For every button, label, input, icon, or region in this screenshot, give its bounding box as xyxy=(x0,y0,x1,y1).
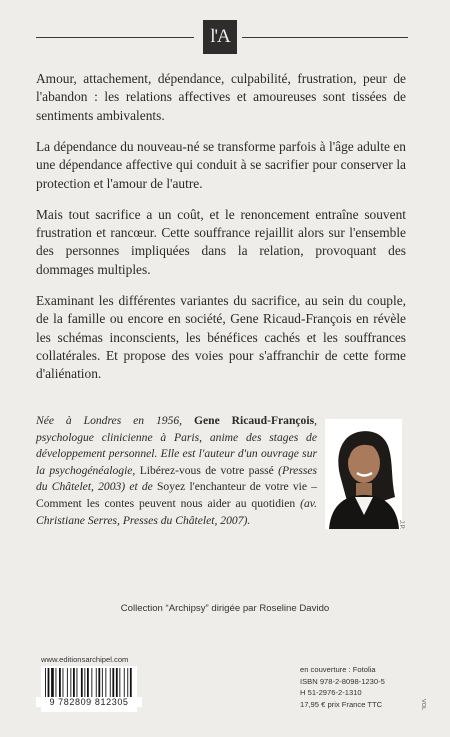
photo-credit: J.P. xyxy=(398,520,404,530)
rights-info xyxy=(300,664,430,710)
paragraph: Amour, attachement, dépendance, culpabilité, frustration, peur de l'abandon : les relations affectives et amoureuses sont tissées de sentiments ambivalents. xyxy=(36,71,406,123)
cover-credit: en couverture : Fotolia xyxy=(300,665,376,674)
top-rule-right xyxy=(242,37,408,38)
author-name: Gene Ricaud-François xyxy=(193,414,315,427)
author-bio xyxy=(36,413,317,529)
isbn: ISBN 978-2-8098-1230-5 xyxy=(300,676,385,686)
top-rule-left xyxy=(36,37,194,38)
barcode-digits: 9 782809 812305 xyxy=(36,697,142,707)
paragraph: Examinant les différentes variantes du sacrifice, au sein du couple, de la famille ou encore en société, Gene Ricaud-François en révèle les schémas inconscients, les bénéfices cachés et les souffrances collatérales. Et propose des voies pour s'affranchir de cette forme d'aliénation. xyxy=(36,292,406,382)
bio-role: , psychologue clinicienne à Paris, anime des stages de développement personnel. Elle est l'auteur d'un ouvrage sur la psychogénéalogie, xyxy=(36,414,317,477)
paragraph: La dépendance du nouveau-né se transforme parfois à l'âge adulte en une dépendance affective qui conduit à se sacrifier pour conserver la protection et l'amour de l'autre. xyxy=(36,138,406,191)
product-code: H 51-2976-2-1310 xyxy=(300,688,362,698)
publisher-website: www.editionsarchipel.com xyxy=(41,655,129,664)
vol-mark: VOL xyxy=(420,699,426,711)
book-publisher-2: (av. Christiane Serres, Presses du Châtelet, 2007). xyxy=(36,496,317,527)
back-cover-text xyxy=(36,70,406,396)
book-publisher-1: (Presses du Châtelet, 2003) et de xyxy=(36,463,318,494)
publisher-logo: l'A xyxy=(203,20,237,54)
collection-line: Collection “Archipsy” dirigée par Roseline Davido xyxy=(120,603,330,614)
book-title-1: Libérez-vous de votre passé xyxy=(139,463,274,477)
price: 17,95 € prix France TTC xyxy=(300,699,383,709)
bio-intro: Née à Londres en 1956, xyxy=(36,414,194,427)
author-photo xyxy=(325,419,402,529)
paragraph: Mais tout sacrifice a un coût, et le renoncement entraîne souvent frustration et rancœur. Cette souffrance rejaillit alors sur l'ensemble des personnes impliquées dans la relation, provoquant des dommages multiples. xyxy=(36,206,406,277)
book-title-2: Soyez l'enchanteur de votre vie – Comment les contes peuvent nous aider au quotidien xyxy=(36,480,317,510)
